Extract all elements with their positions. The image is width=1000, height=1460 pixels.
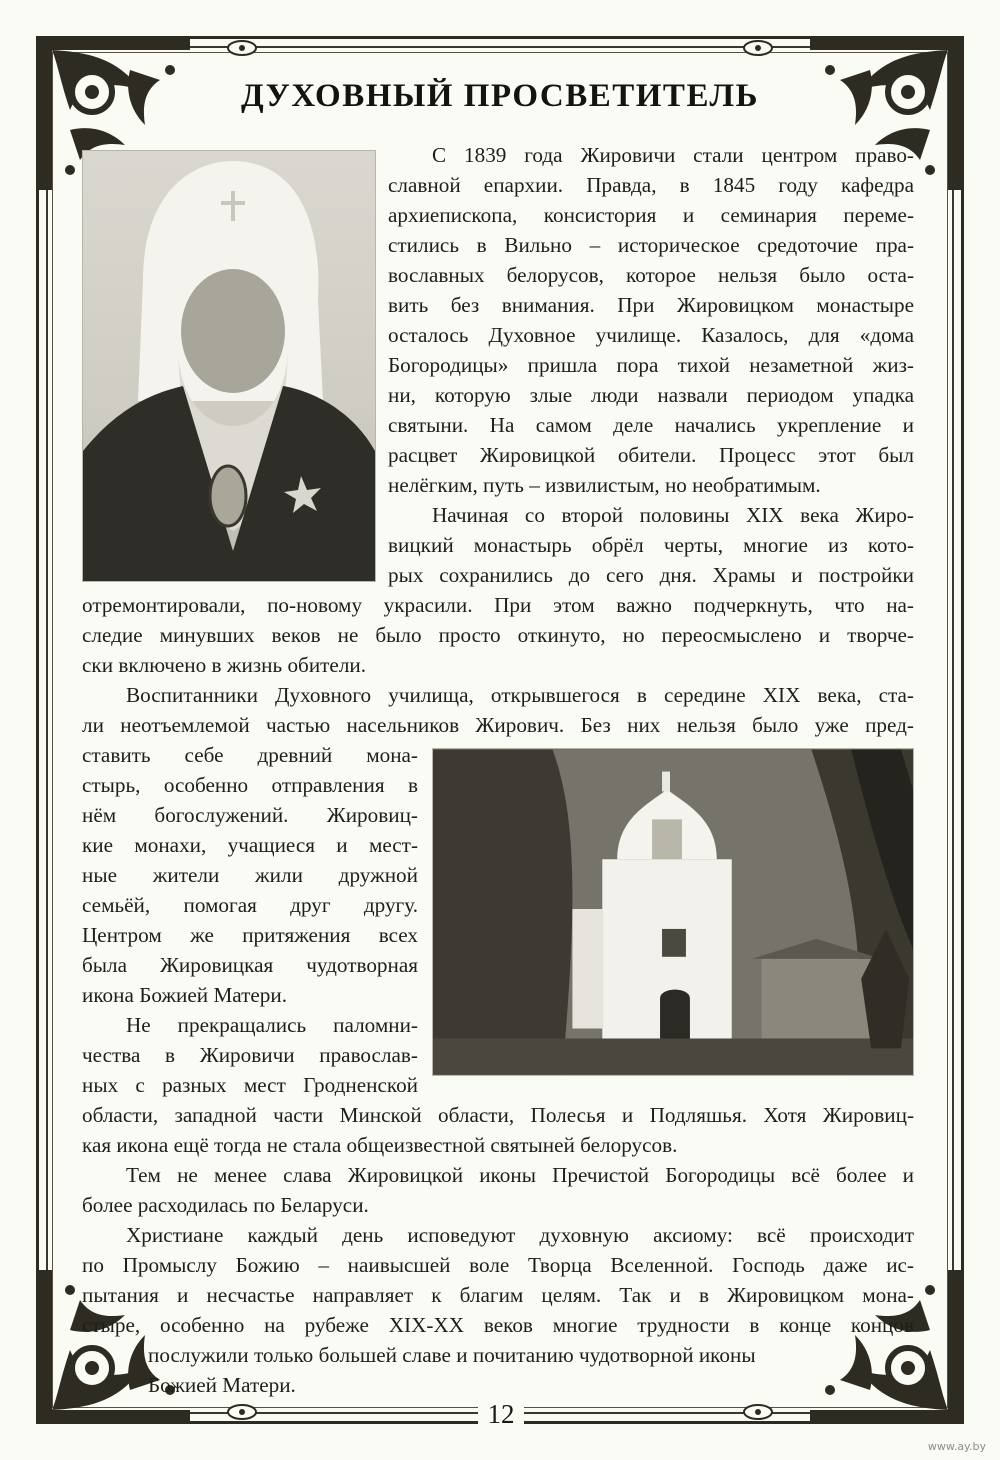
text-line: ски включено в жизнь обители. xyxy=(82,653,367,677)
text-line: нелёгким, путь – извилистым, но необратимым. xyxy=(388,473,821,497)
church-photo xyxy=(432,748,914,1076)
text-line: кие монахи, учащиеся и мест- xyxy=(82,833,418,857)
text-line: ные жители жили дружной xyxy=(82,863,418,887)
text-line: расцвет Жировицкой обители. Процесс этот был xyxy=(388,443,914,467)
text-line: архиепископа, консистория и семинария переме- xyxy=(388,203,914,227)
text-line: Начиная со второй половины XIX века Жиро- xyxy=(432,503,914,527)
text-line: стыре, особенно на рубеже XIX-XX веков многие трудности в конце концов xyxy=(82,1313,914,1337)
paragraph-full-width-1 xyxy=(82,590,914,740)
text-line: Богородицы» пришла пора тихой незаметной жиз- xyxy=(388,353,914,377)
closing-paragraph xyxy=(82,1340,914,1400)
text-line: чества в Жировичи православ- xyxy=(82,1043,418,1067)
text-line: Воспитанники Духовного училища, открывшегося в середине XIX века, ста- xyxy=(126,683,914,707)
text-line: икона Божией Матери. xyxy=(82,983,288,1007)
portrait-photo xyxy=(82,150,376,582)
text-line: Божией Матери. xyxy=(148,1373,296,1397)
text-line: ных с разных мест Гродненской xyxy=(82,1073,418,1097)
text-line: следие минувших веков не было просто откинуто, но переосмыслено и творче- xyxy=(82,623,914,647)
border-bead-ornament-icon xyxy=(741,1403,775,1421)
text-line: святыни. На самом деле начались укрепление и xyxy=(388,413,914,437)
text-line: более расходилась по Беларуси. xyxy=(82,1193,369,1217)
text-line: рых сохранились до сего дня. Храмы и постройки xyxy=(388,563,914,587)
text-line: области, западной части Минской области, Полесья и Подляшья. Хотя Жировиц- xyxy=(82,1103,914,1127)
text-line: стырь, особенно отправления в xyxy=(82,773,418,797)
article-body xyxy=(82,140,914,1400)
text-line: вить без внимания. При Жировицком монастыре xyxy=(388,293,914,317)
page-number: 12 xyxy=(478,1398,524,1430)
text-line: С 1839 года Жировичи стали центром право- xyxy=(432,143,914,167)
text-line: стились в Вильно – историческое средоточие пра- xyxy=(388,233,914,257)
watermark-text: www.ay.by xyxy=(927,1440,986,1453)
text-line: послужили только большей славе и почитанию чудотворной иконы xyxy=(148,1343,756,1367)
text-line: Христиане каждый день исповедуют духовную аксиому: всё происходит xyxy=(126,1223,914,1247)
text-line: пытания и несчастье направляет к благим целям. Так и в Жировицком мона- xyxy=(82,1283,914,1307)
border-bead-ornament-icon xyxy=(225,39,259,57)
intro-paragraph-column xyxy=(388,140,914,590)
text-line: Тем не менее слава Жировицкой иконы Пречистой Богородицы всё более и xyxy=(126,1163,914,1187)
text-line: ли неотъемлемой частью насельников Жирович. Без них нельзя было уже пред- xyxy=(82,713,914,737)
church-illustration xyxy=(433,749,913,1075)
border-bead-ornament-icon xyxy=(741,39,775,57)
text-line: славной епархии. Правда, в 1845 году кафедра xyxy=(388,173,914,197)
text-line: Не прекращались паломни- xyxy=(126,1013,418,1037)
text-line: Центром же притяжения всех xyxy=(82,923,418,947)
text-line: ставить себе древний мона- xyxy=(82,743,418,767)
page-title: ДУХОВНЫЙ ПРОСВЕТИТЕЛЬ xyxy=(241,78,759,114)
text-line: вославных белорусов, которое нельзя было оста- xyxy=(388,263,914,287)
text-line: осталось Духовное училище. Казалось, для «дома xyxy=(388,323,914,347)
text-line: кая икона ещё тогда не стала общеизвестной святыней белорусов. xyxy=(82,1133,678,1157)
text-line: нём богослужений. Жировиц- xyxy=(82,803,418,827)
border-bead-ornament-icon xyxy=(225,1403,259,1421)
text-line: вицкий монастырь обрёл черты, многие из кото- xyxy=(388,533,914,557)
portrait-illustration xyxy=(83,151,375,581)
left-column-text xyxy=(82,740,418,1100)
text-line: ни, которую злые люди назвали периодом упадка xyxy=(388,383,914,407)
paragraph-full-width-2 xyxy=(82,1100,914,1340)
text-line: отремонтировали, по-новому украсили. При этом важно подчеркнуть, что на- xyxy=(82,593,914,617)
text-line: была Жировицкая чудотворная xyxy=(82,953,418,977)
text-line: по Промыслу Божию – наивысшей воле Творца Вселенной. Господь даже ис- xyxy=(82,1253,914,1277)
text-line: семьёй, помогая друг другу. xyxy=(82,893,418,917)
